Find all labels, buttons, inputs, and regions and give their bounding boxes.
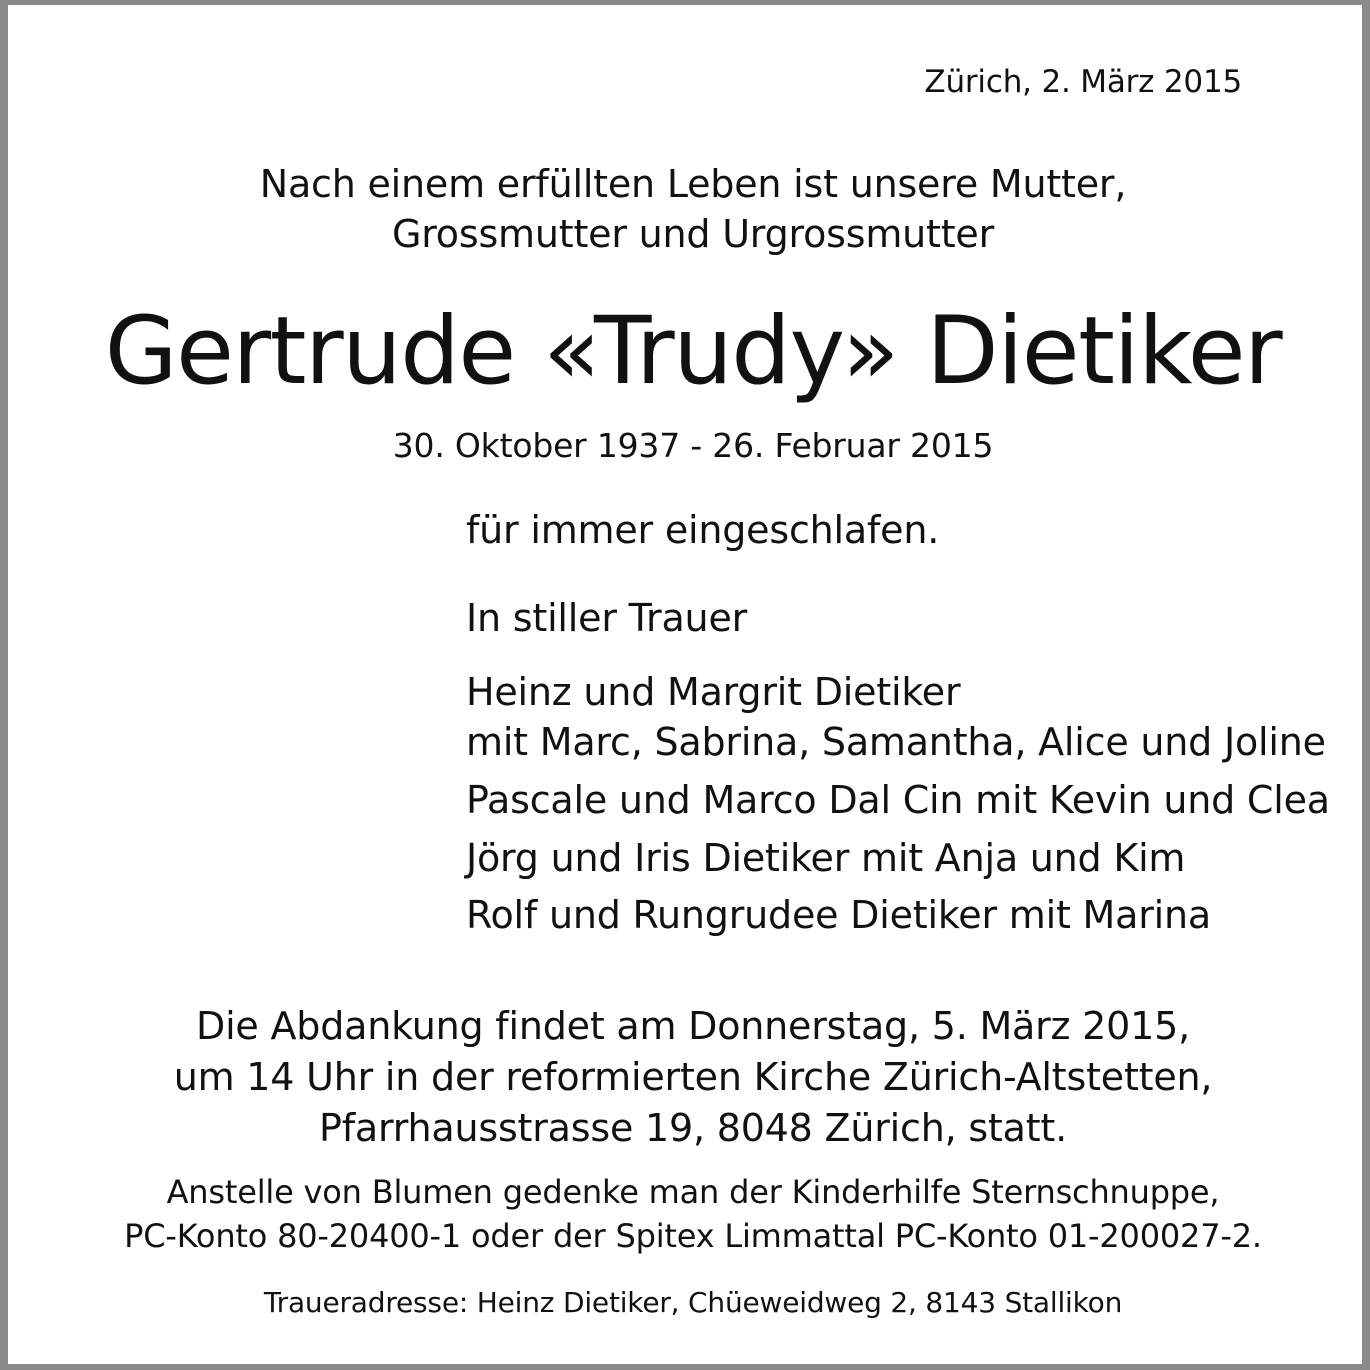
service-info: Die Abdankung findet am Donnerstag, 5. März 2015, <box>196 1004 1190 1048</box>
mourning-address: Traueradresse: Heinz Dietiker, Chüeweidweg 2, 8143 Stallikon <box>263 1286 1123 1319</box>
service-info: um 14 Uhr in der reformierten Kirche Zürich-Altstetten, <box>173 1055 1213 1099</box>
intro-line: Nach einem erfüllten Leben ist unsere Mutter, <box>259 162 1127 206</box>
mourning-heading: In stiller Trauer <box>466 596 748 640</box>
family-line: Jörg und Iris Dietiker mit Anja und Kim <box>466 836 1186 880</box>
family-line: Pascale und Marco Dal Cin mit Kevin und Clea <box>466 778 1330 822</box>
fell-asleep-line: für immer eingeschlafen. <box>466 508 940 552</box>
donation-info: Anstelle von Blumen gedenke man der Kinderhilfe Sternschnuppe, <box>166 1173 1220 1211</box>
family-line: Rolf und Rungrudee Dietiker mit Marina <box>466 893 1211 937</box>
family-line: mit Marc, Sabrina, Samantha, Alice und Joline <box>466 720 1326 764</box>
place-date: Zürich, 2. März 2015 <box>924 64 1242 100</box>
intro-line: Grossmutter und Urgrossmutter <box>391 212 995 256</box>
family-line: Heinz und Margrit Dietiker <box>466 670 961 714</box>
donation-info: PC-Konto 80-20400-1 oder der Spitex Limmattal PC-Konto 01-200027-2. <box>124 1217 1262 1255</box>
lifespan-dates: 30. Oktober 1937 - 26. Februar 2015 <box>392 426 994 465</box>
service-info: Pfarrhausstrasse 19, 8048 Zürich, statt. <box>319 1106 1067 1150</box>
deceased-name: Gertrude «Trudy» Dietiker <box>104 297 1282 406</box>
